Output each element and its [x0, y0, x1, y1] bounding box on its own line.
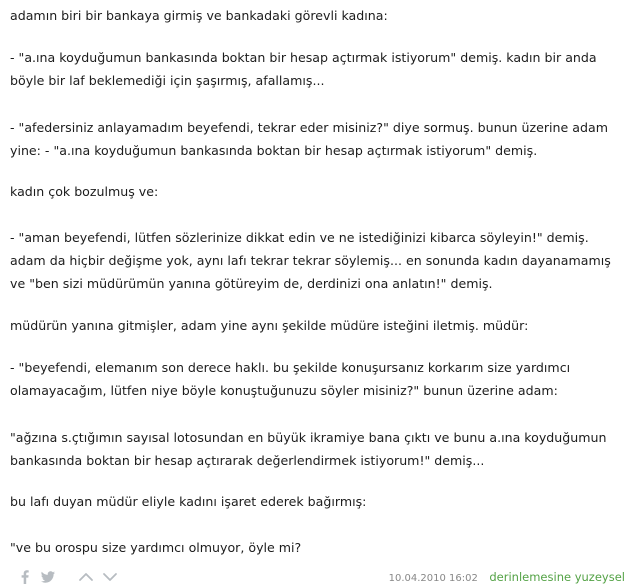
- downvote-icon[interactable]: [102, 569, 118, 585]
- entry-paragraph: [10, 226, 611, 295]
- entry-line: yine: - "a.ına koyduğumun bankasında boktan bir hesap açtırmak istiyorum" demiş.: [10, 143, 538, 158]
- facebook-icon[interactable]: [17, 569, 33, 585]
- entry-line: ve "ben sizi müdürümün yanına götüreyim de, derdinizi ona anlatın!" demiş.: [10, 276, 493, 291]
- entry-line: - "afedersiniz anlayamadım beyefendi, tekrar eder misiniz?" diye sormuş. bunun üzerine adam: [10, 120, 608, 135]
- entry-line: - "aman beyefendi, lütfen sözlerinize dikkat edin ve ne istediğinizi kibarca söyleyin!" demiş.: [10, 230, 589, 245]
- entry-meta: [389, 570, 625, 586]
- entry-line: - "a.ına koyduğumun bankasında boktan bir hesap açtırmak istiyorum" demiş. kadın bir anda: [10, 50, 597, 65]
- entry-paragraph: [10, 4, 388, 27]
- entry-line: - "beyefendi, elemanım son derece haklı. bu şekilde konuşursanız korkarım size yardımcı: [10, 360, 571, 375]
- entry-line: "ağzına s.çtığımın sayısal lotosundan en büyük ikramiye bana çıktı ve bunu a.ına koyduğumun: [10, 430, 607, 445]
- entry-paragraph: [10, 536, 301, 559]
- entry-author[interactable]: derinlemesine yuzeysel: [489, 570, 625, 584]
- entry-date[interactable]: 10.04.2010 16:02: [388, 573, 478, 584]
- entry-line: olamayacağım, lütfen niye böyle konuştuğunuzu söyler misiniz?" bunun üzerine adam:: [10, 383, 558, 398]
- twitter-icon[interactable]: [40, 569, 56, 585]
- entry-footer: [0, 566, 635, 588]
- entry-line: bu lafı duyan müdür eliyle kadını işaret ederek bağırmış:: [10, 494, 367, 509]
- entry-line: bankasında boktan bir hesap açtırarak değerlendirmek istiyorum!" demiş...: [10, 453, 485, 468]
- entry-paragraph: [10, 180, 158, 203]
- entry-paragraph: [10, 116, 608, 162]
- entry-line: "ve bu orospu size yardımcı olmuyor, öyle mi?: [10, 540, 302, 555]
- entry-paragraph: [10, 46, 597, 92]
- entry-line: müdürün yanına gitmişler, adam yine aynı şekilde müdüre isteğini iletmiş. müdür:: [10, 318, 529, 333]
- entry-line: kadın çok bozulmuş ve:: [10, 184, 159, 199]
- entry-line: adam da hiçbir değişme yok, aynı lafı tekrar tekrar söylemiş... en sonunda kadın dayanamamış: [10, 253, 611, 268]
- upvote-icon[interactable]: [78, 569, 94, 585]
- entry-paragraph: [10, 356, 570, 402]
- entry-line: böyle bir laf beklemediği için şaşırmış, afallamış...: [10, 73, 325, 88]
- entry-paragraph: [10, 314, 528, 337]
- entry-paragraph: [10, 490, 366, 513]
- entry-line: adamın biri bir bankaya girmiş ve bankadaki görevli kadına:: [10, 8, 388, 23]
- entry-paragraph: [10, 426, 607, 472]
